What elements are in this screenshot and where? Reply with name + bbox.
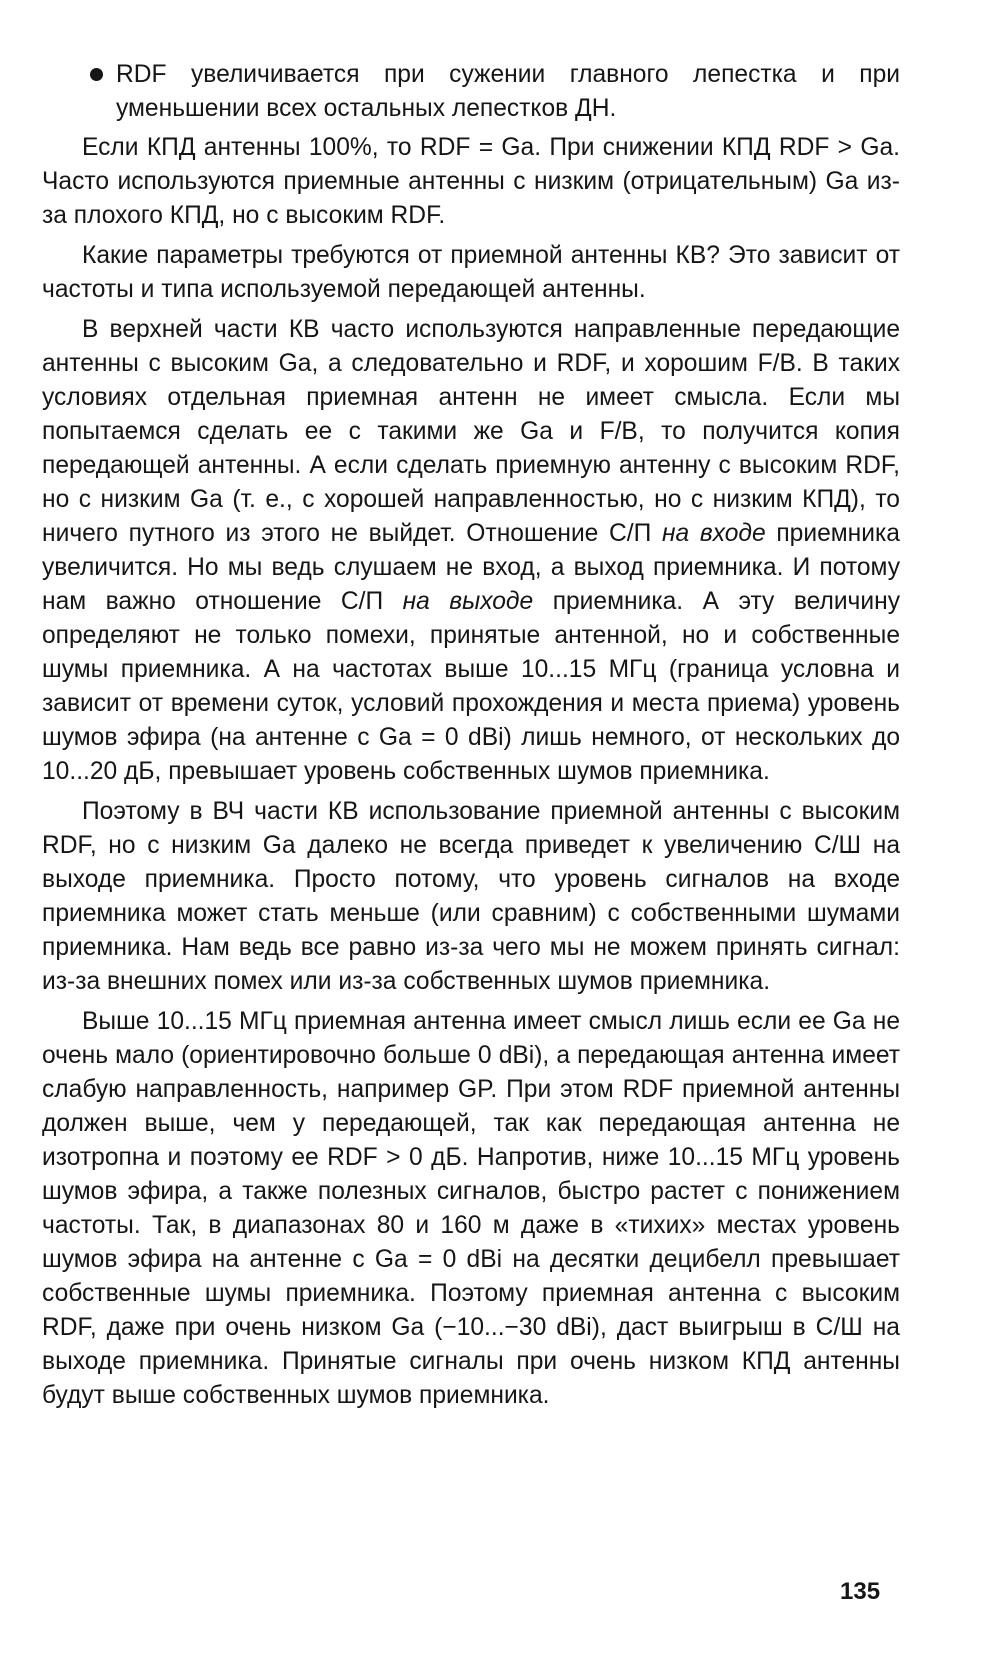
paragraph-3-part-c: приемника увеличится. Но мы ведь слушаем не вход, а выход приемника. И потому нам важно отношение С/П <box>42 520 900 615</box>
emphasis-on-output: на выходе <box>402 588 534 615</box>
bullet-item <box>42 58 900 126</box>
paragraph-1: Если КПД антенны 100%, то RDF = Ga. При снижении КПД RDF > Ga. Часто используются приемные антенны с низким (отрицательным) Ga из-за плохого КПД, но с высоким RDF. <box>42 134 900 229</box>
emphasis-on-input: на входе <box>661 520 766 547</box>
paragraph-3-part-e: приемника. А эту величину определяют не только помехи, принятые антенной, но и собственные шумы приемника. А на частотах выше 10...15 МГц (граница условна и зависит от времени суток, условий прохождения и места приема) уровень шумов эфира (на антенне с Ga = 0 dBi) лишь немного, от нескольких до 10...20 дБ, превышает уровень собственных шумов приемника. <box>42 588 900 785</box>
page-body <box>42 58 900 1413</box>
bullet-text: RDF увеличивается при сужении главного лепестка и при уменьшении всех остальных лепестков ДН. <box>116 61 900 122</box>
paragraph-4: Поэтому в ВЧ части КВ использование приемной антенны с высоким RDF, но с низким Ga далеко не всегда приведет к увеличению С/Ш на выходе приемника. Просто потому, что уровень сигналов на входе приемника может стать меньше (или сравним) с собственными шумами приемника. Нам ведь все равно из-за чего мы не можем принять сигнал: из-за внешних помех или из-за собственных шумов приемника. <box>42 798 900 995</box>
paragraph-3-part-a: В верхней части КВ часто используются направленные передающие антенны с высоким Ga, а следовательно и RDF, и хорошим F/B. В таких условиях отдельная приемная антенн не имеет смысла. Если мы попытаемся сделать ее с такими же Ga и F/B, то получится копия передающей антенны. А если сделать приемную антенну с высоким RDF, но с низким Ga (т. е., с хорошей направленностью, но с низким КПД), то ничего путного из этого не выйдет. Отношение С/П <box>42 316 900 547</box>
paragraph-2: Какие параметры требуются от приемной антенны КВ? Это зависит от частоты и типа используемой передающей антенны. <box>42 242 900 303</box>
paragraph-3 <box>42 313 900 789</box>
bullet-icon <box>90 68 103 81</box>
page-number: 135 <box>840 1578 881 1605</box>
paragraph-5: Выше 10...15 МГц приемная антенна имеет смысл лишь если ее Ga не очень мало (ориентировочно больше 0 dBi), а передающая антенна имеет слабую направленность, например GP. При этом RDF приемной антенны должен выше, чем у передающей, так как передающая антенна не изотропна и поэтому ее RDF > 0 дБ. Напротив, ниже 10...15 МГц уровень шумов эфира, а также полезных сигналов, быстро растет с понижением частоты. Так, в диапазонах 80 и 160 м даже в «тихих» местах уровень шумов эфира на антенне с Ga = 0 dBi на десятки децибелл превышает собственные шумы приемника. Поэтому приемная антенна с высоким RDF, даже при очень низком Ga (−10...−30 dBi), даст выигрыш в С/Ш на выходе приемника. Принятые сигналы при очень низком КПД антенны будут выше собственных шумов приемника. <box>42 1008 900 1409</box>
